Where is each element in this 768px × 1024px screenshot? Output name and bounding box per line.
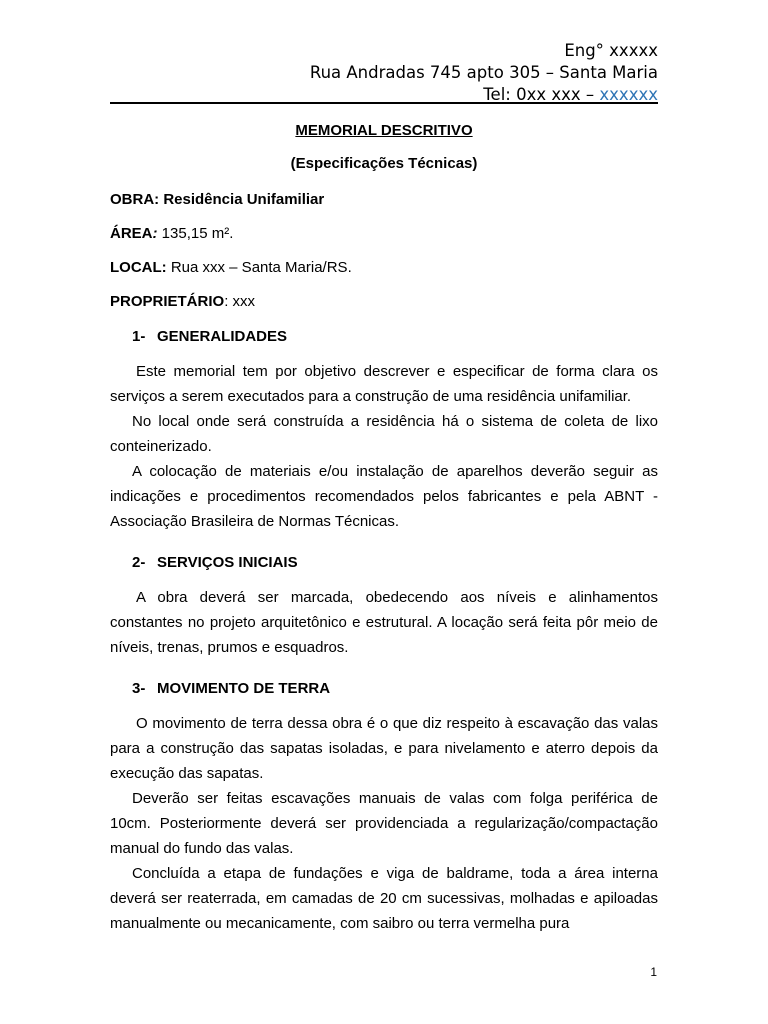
section-number: 3- bbox=[132, 680, 146, 697]
section-number: 2- bbox=[132, 554, 146, 571]
address: Rua Andradas 745 apto 305 – Santa Maria bbox=[309, 63, 658, 82]
section-heading bbox=[132, 554, 658, 572]
field-obra bbox=[110, 191, 658, 209]
paragraph: No local onde será construída a residência há o sistema de coleta de lixo conteinerizado. bbox=[110, 413, 658, 455]
section-title: SERVIÇOS INICIAIS bbox=[157, 554, 298, 571]
page-number: 1 bbox=[650, 965, 657, 979]
section-heading bbox=[132, 328, 658, 346]
document-title-text: MEMORIAL DESCRITIVO bbox=[295, 122, 473, 139]
field-proprietario-label: PROPRIETÁRIO bbox=[110, 293, 225, 310]
field-proprietario-value: : xxx bbox=[224, 293, 256, 310]
paragraph: A obra deverá ser marcada, obedecendo aos níveis e alinhamentos constantes no projeto arquitetônico e estrutural. A locação será feita pôr meio de níveis, trenas, prumos e esquadros. bbox=[110, 589, 658, 656]
document-title bbox=[110, 122, 658, 140]
phone-text: Tel: 0xx xxx – bbox=[483, 85, 600, 104]
document-subtitle: (Especificações Técnicas) bbox=[290, 155, 478, 172]
field-area-label: ÁREA bbox=[110, 225, 153, 242]
header-divider bbox=[110, 102, 658, 104]
paragraph: Este memorial tem por objetivo descrever e especificar de forma clara os serviços a serem executados para a construção de uma residência unifamiliar. bbox=[110, 363, 658, 405]
field-area bbox=[110, 225, 658, 243]
field-local-label: LOCAL: bbox=[110, 259, 167, 276]
field-local-value: Rua xxx – Santa Maria/RS. bbox=[166, 259, 352, 276]
field-proprietario bbox=[110, 293, 658, 311]
letterhead bbox=[310, 40, 658, 106]
field-obra-text: OBRA: Residência Unifamiliar bbox=[110, 191, 325, 208]
section-body bbox=[110, 585, 658, 660]
section-title: MOVIMENTO DE TERRA bbox=[157, 680, 331, 697]
paragraph: Deverão ser feitas escavações manuais de valas com folga periférica de 10cm. Posteriormente deverá ser providenciada a regularização/compactação manual do fundo das valas. bbox=[110, 790, 658, 857]
field-local bbox=[110, 259, 658, 277]
paragraph: Concluída a etapa de fundações e viga de baldrame, toda a área interna deverá ser reaterrada, em camadas de 20 cm sucessivas, molhadas e apiloadas manualmente ou mecanicamente, com saibro ou terra vermelha pura bbox=[110, 865, 658, 932]
project-info bbox=[110, 191, 658, 311]
document-body bbox=[110, 118, 658, 936]
field-area-value: 135,15 m². bbox=[157, 225, 234, 242]
section-number: 1- bbox=[132, 328, 146, 345]
paragraph: O movimento de terra dessa obra é o que diz respeito à escavação das valas para a construção das sapatas isoladas, e para nivelamento e aterro depois da execução das sapatas. bbox=[110, 715, 658, 782]
section-heading bbox=[132, 680, 658, 698]
engineer-name: Eng° xxxxx bbox=[564, 41, 658, 60]
email-link[interactable]: xxxxxx bbox=[599, 85, 658, 104]
field-area-colon: : bbox=[152, 225, 158, 242]
section-body bbox=[110, 711, 658, 936]
section-title: GENERALIDADES bbox=[157, 328, 288, 345]
section-body bbox=[110, 359, 658, 534]
paragraph: A colocação de materiais e/ou instalação de aparelhos deverão seguir as indicações e procedimentos recomendados pelos fabricantes e pela ABNT - Associação Brasileira de Normas Técnicas. bbox=[110, 463, 658, 530]
